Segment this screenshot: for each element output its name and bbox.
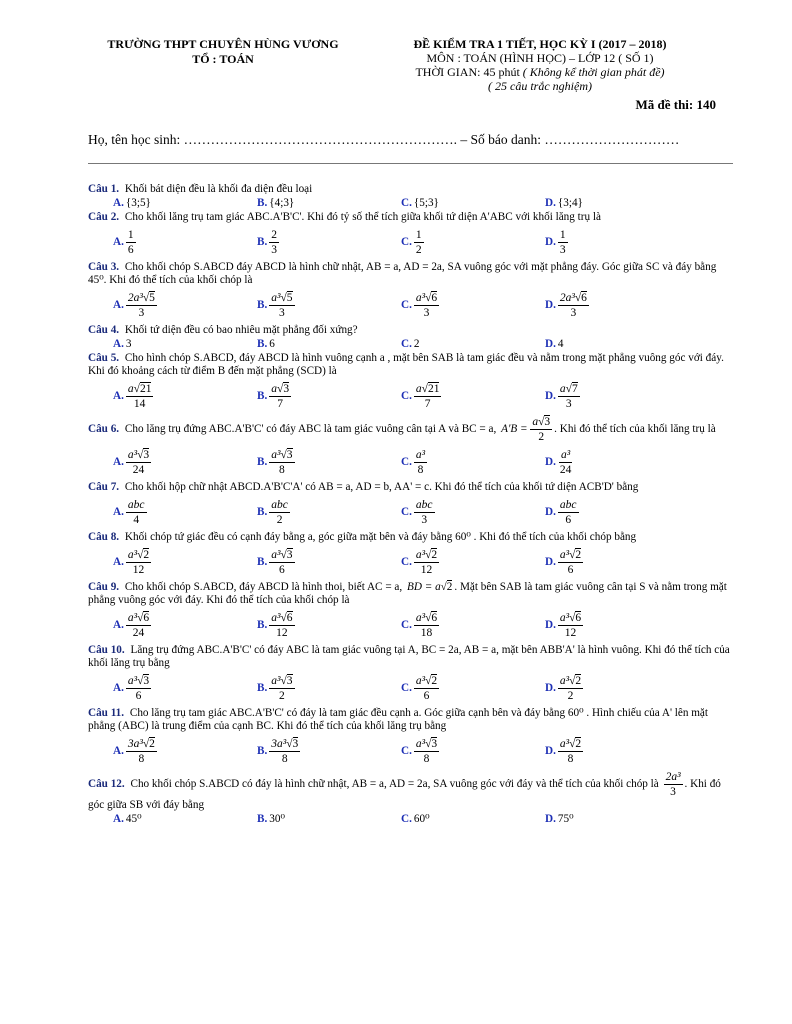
option-value: $\frac{\text{a³√3}}{6}$ — [127, 674, 150, 702]
question-count: ( 25 câu trắc nghiệm) — [488, 79, 592, 93]
answer-options — [88, 496, 736, 528]
question-text: Cho khối lăng trụ tam giác ABC.A'B'C'. Khi đó tỷ số thể tích giữa khối tứ diện A'ABC với khối lăng trụ là — [122, 211, 601, 223]
question-number: Câu 7. — [88, 481, 120, 493]
question-11 — [88, 707, 736, 733]
option-c — [401, 672, 545, 704]
question-text: Cho khối chóp S.ABCD đáy ABCD là hình chữ nhật, AB = a, AD = 2a, SA vuông góc với mặt phẳng đáy. Góc giữa SC và đáy bằng 45⁰. Khi đó thể tích của khối chóp là — [88, 261, 717, 286]
option-c — [401, 496, 545, 528]
option-label: D. — [545, 505, 556, 518]
option-d — [545, 735, 689, 767]
option-value: $\frac{\text{abc}}{3}$ — [415, 498, 433, 526]
school-header — [88, 37, 358, 67]
department: TỔ : TOÁN — [192, 52, 254, 66]
answer-options — [88, 672, 736, 704]
option-d — [545, 546, 689, 578]
option-value: {4;3} — [269, 197, 295, 209]
option-c — [401, 226, 545, 258]
option-a — [113, 380, 257, 412]
option-label: D. — [545, 235, 556, 248]
option-value: $\frac{\text{a³}}{8}$ — [415, 448, 426, 476]
option-label: C. — [401, 389, 412, 402]
option-d — [545, 813, 689, 826]
option-a — [113, 672, 257, 704]
question-text: Khối bát diện đều là khối đa diện đều loại — [122, 183, 313, 195]
option-value: $\frac{a√3}{7}$ — [271, 382, 290, 410]
option-label: D. — [545, 197, 556, 209]
option-c — [401, 609, 545, 641]
option-b — [257, 496, 401, 528]
option-label: A. — [113, 681, 124, 694]
option-b — [257, 446, 401, 478]
exam-code: Mã đề thi: 140 — [635, 97, 716, 112]
option-value: $\frac{\text{a³√2}}{12}$ — [127, 548, 150, 576]
option-value: 2 — [413, 338, 420, 350]
question-list — [88, 183, 736, 827]
question-number: Câu 9. — [88, 581, 120, 593]
option-label: C. — [401, 197, 412, 209]
option-label: C. — [401, 338, 412, 350]
option-b — [257, 735, 401, 767]
option-b — [257, 609, 401, 641]
answer-options — [88, 289, 736, 321]
option-value: $\frac{a√7}{3}$ — [559, 382, 578, 410]
question-number: Câu 5. — [88, 352, 120, 364]
question-expression: BD = a√2 — [407, 581, 453, 593]
option-label: D. — [545, 389, 556, 402]
question-number: Câu 11. — [88, 707, 125, 719]
option-d — [545, 609, 689, 641]
option-value: $\frac{\text{a³}}{24}$ — [559, 448, 572, 476]
question-7 — [88, 481, 736, 494]
question-text-cont: . Khi đó thể tích của khối lăng trụ là — [554, 423, 716, 436]
option-label: D. — [545, 455, 556, 468]
option-value: $\frac{\text{a³√2}}{6}$ — [415, 674, 438, 702]
question-number: Câu 10. — [88, 644, 125, 656]
option-value: 45⁰ — [125, 813, 142, 825]
option-a — [113, 338, 257, 351]
option-value: $\frac{\text{3a³√3}}{8}$ — [271, 737, 299, 765]
option-a — [113, 289, 257, 321]
question-text: Cho lăng trụ đứng ABC.A'B'C' có đáy ABC là tam giác vuông cân tại A và BC = a, — [122, 423, 500, 436]
option-label: D. — [545, 681, 556, 694]
option-label: C. — [401, 235, 412, 248]
divider — [88, 163, 733, 164]
answer-options — [88, 446, 736, 478]
option-c — [401, 289, 545, 321]
option-value: $\frac{\text{a³√6}}{12}$ — [559, 611, 582, 639]
option-value: 4 — [557, 338, 564, 350]
question-text: Khối tứ diện đều có bao nhiêu mặt phẳng đối xứng? — [122, 324, 358, 336]
option-value: $\frac{\text{a³√6}}{18}$ — [415, 611, 438, 639]
option-value: $\frac{\text{a³√6}}{12}$ — [271, 611, 293, 639]
option-value: $\frac{\text{a³√5}}{3}$ — [271, 291, 293, 319]
option-value: $\frac{1}{6}$ — [127, 228, 134, 256]
option-value: $\frac{\text{2a³√5}}{3}$ — [127, 291, 155, 319]
option-label: B. — [257, 197, 268, 209]
option-c — [401, 446, 545, 478]
option-label: B. — [257, 618, 268, 631]
option-label: D. — [545, 618, 556, 631]
question-text: Khối chóp tứ giác đều có cạnh đáy bằng a, góc giữa mặt bên và đáy bằng 60⁰ . Khi đó thể tích của khối chóp bằng — [122, 531, 637, 543]
option-label: A. — [113, 455, 124, 468]
option-c — [401, 197, 545, 210]
question-text: Cho khối hộp chữ nhật ABCD.A'B'C'A' có AB = a, AD = b, AA' = c. Khi đó thể tích của khối tứ diện ACB'D' bằng — [122, 481, 639, 493]
option-value: $\frac{\text{a³√3}}{24}$ — [127, 448, 150, 476]
option-label: A. — [113, 744, 124, 757]
option-label: C. — [401, 455, 412, 468]
option-b — [257, 197, 401, 210]
option-b — [257, 672, 401, 704]
option-label: A. — [113, 235, 124, 248]
option-value: $\frac{\text{a³√3}}{8}$ — [415, 737, 438, 765]
question-number: Câu 6. — [88, 423, 120, 436]
time-label: THỜI GIAN: 45 phút — [415, 65, 520, 79]
question-expression: A'B = $\frac{a√3}{2}$ — [501, 416, 551, 443]
option-value: 75⁰ — [557, 813, 574, 825]
option-b — [257, 380, 401, 412]
option-label: D. — [545, 813, 556, 825]
option-d — [545, 338, 689, 351]
option-c — [401, 338, 545, 351]
answer-options — [88, 609, 736, 641]
option-label: D. — [545, 744, 556, 757]
question-10 — [88, 644, 736, 670]
question-text: Cho lăng trụ tam giác ABC.A'B'C' có đáy là tam giác đều cạnh a. Góc giữa cạnh bên và đáy bằng 60⁰ . Hình chiếu của A' lên mặt phẳng (ABC) là trung điểm của cạnh BC. Khi đó thể tích của khối lăng trụ bằng — [88, 707, 708, 732]
answer-options — [88, 338, 736, 351]
answer-options — [88, 380, 736, 412]
answer-options — [88, 735, 736, 767]
option-label: B. — [257, 338, 268, 350]
option-label: B. — [257, 744, 268, 757]
option-label: C. — [401, 681, 412, 694]
option-a — [113, 813, 257, 826]
option-c — [401, 735, 545, 767]
option-label: A. — [113, 813, 124, 825]
option-label: B. — [257, 813, 268, 825]
option-a — [113, 446, 257, 478]
option-label: C. — [401, 505, 412, 518]
option-value: $\frac{\text{a³√2}}{8}$ — [559, 737, 582, 765]
option-value: 30⁰ — [269, 813, 285, 825]
option-label: C. — [401, 813, 412, 825]
option-label: B. — [257, 235, 268, 248]
option-label: C. — [401, 298, 412, 311]
option-value: {3;4} — [557, 197, 583, 209]
option-value: $\frac{1}{2}$ — [415, 228, 422, 256]
school-name: TRƯỜNG THPT CHUYÊN HÙNG VƯƠNG — [107, 37, 339, 51]
option-label: C. — [401, 618, 412, 631]
option-label: B. — [257, 681, 268, 694]
option-label: C. — [401, 744, 412, 757]
option-label: D. — [545, 298, 556, 311]
option-c — [401, 813, 545, 826]
question-number: Câu 4. — [88, 324, 120, 336]
option-label: A. — [113, 618, 124, 631]
question-number: Câu 1. — [88, 183, 120, 195]
option-d — [545, 289, 689, 321]
option-value: $\frac{a√21}{7}$ — [415, 382, 440, 410]
option-label: A. — [113, 298, 124, 311]
option-value: $\frac{\text{a³√6}}{24}$ — [127, 611, 150, 639]
option-value: $\frac{a√21}{14}$ — [127, 382, 152, 410]
option-label: B. — [257, 298, 268, 311]
expression-value: $\frac{\text{2a³}}{3}$ — [665, 771, 681, 798]
question-text: Cho hình chóp S.ABCD, đáy ABCD là hình vuông cạnh a , mặt bên SAB là tam giác đều và nằm trong mặt phẳng vuông góc với đáy. Khi đó khoảng cách từ điểm B đến mặt phẳng (SCD) là — [88, 352, 724, 377]
question-number: Câu 8. — [88, 531, 120, 543]
option-label: C. — [401, 555, 412, 568]
option-a — [113, 609, 257, 641]
option-d — [545, 197, 689, 210]
option-label: D. — [545, 555, 556, 568]
question-5 — [88, 352, 736, 378]
option-value: $\frac{\text{a³√2}}{12}$ — [415, 548, 438, 576]
exam-title: ĐỀ KIỂM TRA 1 TIẾT, HỌC KỲ I (2017 – 2018) — [413, 37, 667, 51]
option-value: $\frac{\text{abc}}{6}$ — [559, 498, 577, 526]
option-b — [257, 338, 401, 351]
question-text: Lăng trụ đứng ABC.A'B'C' có đáy ABC là tam giác vuông tại A, BC = 2a, AB = a, mặt bên ABB'A' là hình vuông. Khi đó thể tích của khối lăng trụ bằng — [88, 644, 730, 669]
option-value: {5;3} — [413, 197, 439, 209]
option-label: D. — [545, 338, 556, 350]
option-value: $\frac{\text{3a³√2}}{8}$ — [127, 737, 155, 765]
option-value: $\frac{\text{a³√2}}{2}$ — [559, 674, 582, 702]
option-label: B. — [257, 389, 268, 402]
question-1 — [88, 183, 736, 196]
option-label: A. — [113, 197, 124, 209]
answer-options — [88, 197, 736, 210]
answer-options — [88, 546, 736, 578]
option-b — [257, 226, 401, 258]
option-label: A. — [113, 338, 124, 350]
question-number: Câu 12. — [88, 778, 125, 791]
question-3 — [88, 261, 736, 287]
question-text-cont: . Mặt bên SAB là tam giác vuông cân tại S và nằm trong mặt phẳng vuông góc với đáy. Khi đó thể tích của khối chóp là — [88, 581, 727, 606]
question-text: Cho khối chóp S.ABCD có đáy là hình chữ nhật, AB = a, AD = 2a, SA vuông góc với đáy và thể tích của khối chóp là — [127, 778, 662, 791]
option-value: {3;5} — [125, 197, 151, 209]
option-value: 6 — [269, 338, 275, 350]
question-6 — [88, 415, 736, 444]
option-value: $\frac{\text{a³√3}}{2}$ — [271, 674, 293, 702]
option-b — [257, 546, 401, 578]
option-value: $\frac{\text{abc}}{4}$ — [127, 498, 145, 526]
expression-value: a√2 — [435, 581, 453, 593]
option-a — [113, 546, 257, 578]
option-d — [545, 672, 689, 704]
expression-value: $\frac{a√3}{2}$ — [532, 416, 551, 443]
option-value: 60⁰ — [413, 813, 430, 825]
time-note: ( Không kể thời gian phát đề) — [522, 65, 665, 79]
option-value: $\frac{2}{3}$ — [271, 228, 278, 256]
option-b — [257, 289, 401, 321]
option-a — [113, 197, 257, 210]
option-value: $\frac{\text{2a³√6}}{3}$ — [559, 291, 587, 319]
option-d — [545, 380, 689, 412]
answer-options — [88, 226, 736, 258]
option-label: B. — [257, 455, 268, 468]
option-value: $\frac{1}{3}$ — [559, 228, 566, 256]
option-a — [113, 735, 257, 767]
exam-header — [380, 37, 700, 93]
question-8 — [88, 531, 736, 544]
option-d — [545, 226, 689, 258]
question-text: Cho khối chóp S.ABCD, đáy ABCD là hình thoi, biết AC = a, — [122, 581, 405, 593]
option-value: $\frac{\text{a³√3}}{8}$ — [271, 448, 293, 476]
option-d — [545, 496, 689, 528]
question-9 — [88, 581, 736, 607]
exam-time — [380, 65, 700, 79]
option-c — [401, 546, 545, 578]
option-label: A. — [113, 555, 124, 568]
option-b — [257, 813, 401, 826]
student-info-line: Họ, tên học sinh: ……………………………………………………. – Số báo danh: ………………………… — [88, 132, 680, 147]
option-a — [113, 226, 257, 258]
option-value: 3 — [125, 338, 132, 350]
option-c — [401, 380, 545, 412]
option-d — [545, 446, 689, 478]
question-text-cont: . Khi đó góc giữa SB với đáy bằng — [88, 778, 721, 811]
option-label: B. — [257, 555, 268, 568]
option-value: $\frac{\text{a³√2}}{6}$ — [559, 548, 582, 576]
option-label: A. — [113, 389, 124, 402]
option-a — [113, 496, 257, 528]
exam-subject: MÔN : TOÁN (HÌNH HỌC) – LỚP 12 ( SỐ 1) — [426, 51, 654, 65]
question-expression — [664, 771, 683, 798]
option-value: $\frac{\text{a³√3}}{6}$ — [271, 548, 293, 576]
question-12 — [88, 770, 736, 812]
option-label: A. — [113, 505, 124, 518]
option-label: B. — [257, 505, 268, 518]
question-number: Câu 3. — [88, 261, 120, 273]
question-4 — [88, 324, 736, 337]
answer-options — [88, 813, 736, 826]
question-2 — [88, 211, 736, 224]
question-number: Câu 2. — [88, 211, 120, 223]
option-value: $\frac{\text{abc}}{2}$ — [271, 498, 288, 526]
option-value: $\frac{\text{a³√6}}{3}$ — [415, 291, 438, 319]
